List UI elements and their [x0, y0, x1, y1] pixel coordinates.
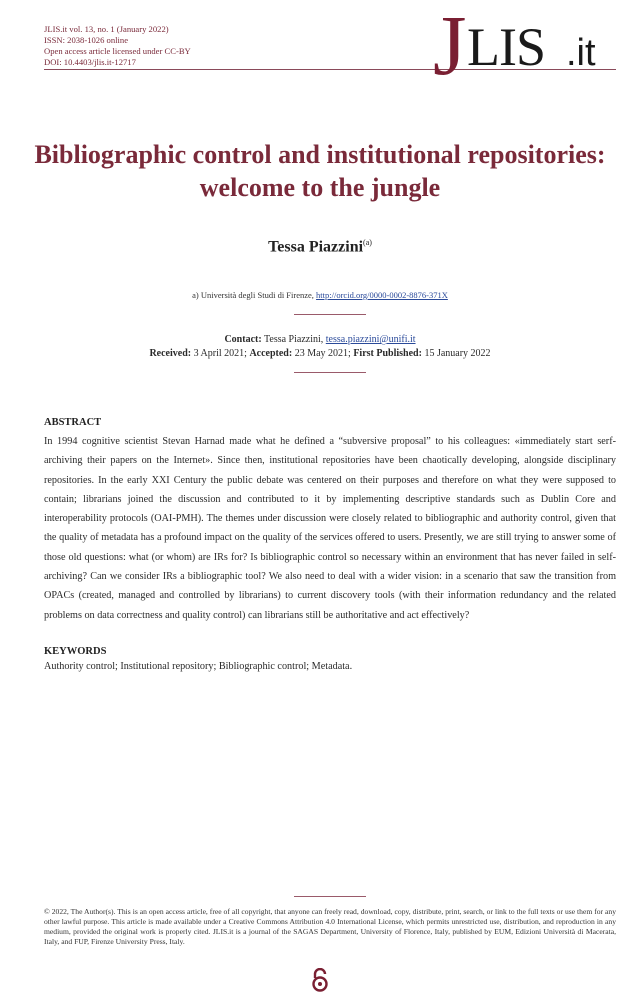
divider-short-1: [294, 314, 366, 315]
journal-header-info: [44, 24, 191, 68]
dates-line: [0, 347, 640, 361]
published-label: First Published:: [353, 348, 422, 359]
article-title: [20, 138, 620, 204]
author-name: [0, 238, 640, 256]
journal-issn: ISSN: 2038-1026 online: [44, 35, 129, 45]
accepted-label: Accepted:: [249, 348, 293, 359]
contact-email-link[interactable]: tessa.piazzini@unifi.it: [325, 334, 416, 345]
journal-doi: DOI: 10.4403/jlis.it-12717: [44, 57, 136, 67]
abstract-text: In 1994 cognitive scientist Stevan Harnad made what he defined a “subversive proposal” to his colleagues: «immediately start serf-archiving their papers on the Internet». Since then, institutional repositories have been chaotically developing, alongside disciplinary repositories. In the early XXI Century the public debate was centered on their purposes and therefore on what they were supposed to contain; librarians joined the discussion and contributed to it by implementing descriptive standards such as Dublin Core and interoperability protocols (OAI-PMH). The themes under discussion were closely related to bibliographic and authority control, given that the quality of metadata has a profound impact on the quality of the services offered to users. Presently, we are still trying to answer some of those old questions: what (or whom) are IRs for? Is bibliographic control so necessary within an environment that has never failed in self-archiving? Can we consider IRs a bibliographic tool? We also need to deal with a wider vision: in a scenario that saw the transition from OPACs (created, managed and controlled by librarians) to current discovery tools (with their information redundancy and the related problems on data correctness and quality control) can librarians still be authoritative and act effectively?: [44, 436, 616, 621]
contact-line: [0, 333, 640, 347]
open-access-icon: [311, 968, 329, 992]
received-label: Received:: [149, 348, 192, 359]
title-line-2: welcome to the jungle: [199, 173, 441, 202]
contact-block: [0, 333, 640, 361]
abstract-heading: ABSTRACT: [44, 417, 102, 428]
orcid-link[interactable]: http://orcid.org/0000-0002-8876-371X: [316, 290, 448, 300]
journal-volume: JLIS.it vol. 13, no. 1 (January 2022): [44, 24, 169, 34]
jlis-logo: [433, 0, 613, 108]
published-value: 15 January 2022: [421, 348, 491, 359]
contact-label: Contact:: [224, 334, 262, 345]
divider-short-footer: [294, 896, 366, 897]
logo-it: .it: [566, 32, 596, 74]
logo-j: J: [433, 0, 467, 93]
divider-short-2: [294, 372, 366, 373]
copyright-notice: © 2022, The Author(s). This is an open access article, free of all copyright, that anyone can freely read, download, copy, distribute, print, search, or link to the full texts or use them for any other lawful purpose. This article is made available under a Creative Commons Attribution 4.0 International License, which permits unrestricted use, distribution, and reproduction in any medium, provided the original work is properly cited. JLIS.it is a journal of the SAGAS Department, University of Florence, Italy, published by EUM, Edizioni Università di Macerata, Italy, and FUP, Firenze University Press, Italy.: [44, 907, 616, 946]
received-value: 3 April 2021;: [191, 348, 250, 359]
affiliation: [0, 290, 640, 300]
title-line-1: Bibliographic control and institutional repositories:: [34, 140, 606, 169]
contact-name: Tessa Piazzini,: [261, 334, 326, 345]
affiliation-text: a) Università degli Studi di Firenze,: [192, 290, 317, 300]
accepted-value: 23 May 2021;: [292, 348, 354, 359]
author: Tessa Piazzini: [268, 238, 364, 256]
author-affiliation-marker: (a): [363, 238, 372, 247]
keywords-heading: KEYWORDS: [44, 646, 107, 657]
journal-license: Open access article licensed under CC-BY: [44, 46, 191, 56]
logo-lis: LIS: [467, 17, 545, 77]
keywords-text: Authority control; Institutional repository; Bibliographic control; Metadata.: [44, 661, 353, 672]
